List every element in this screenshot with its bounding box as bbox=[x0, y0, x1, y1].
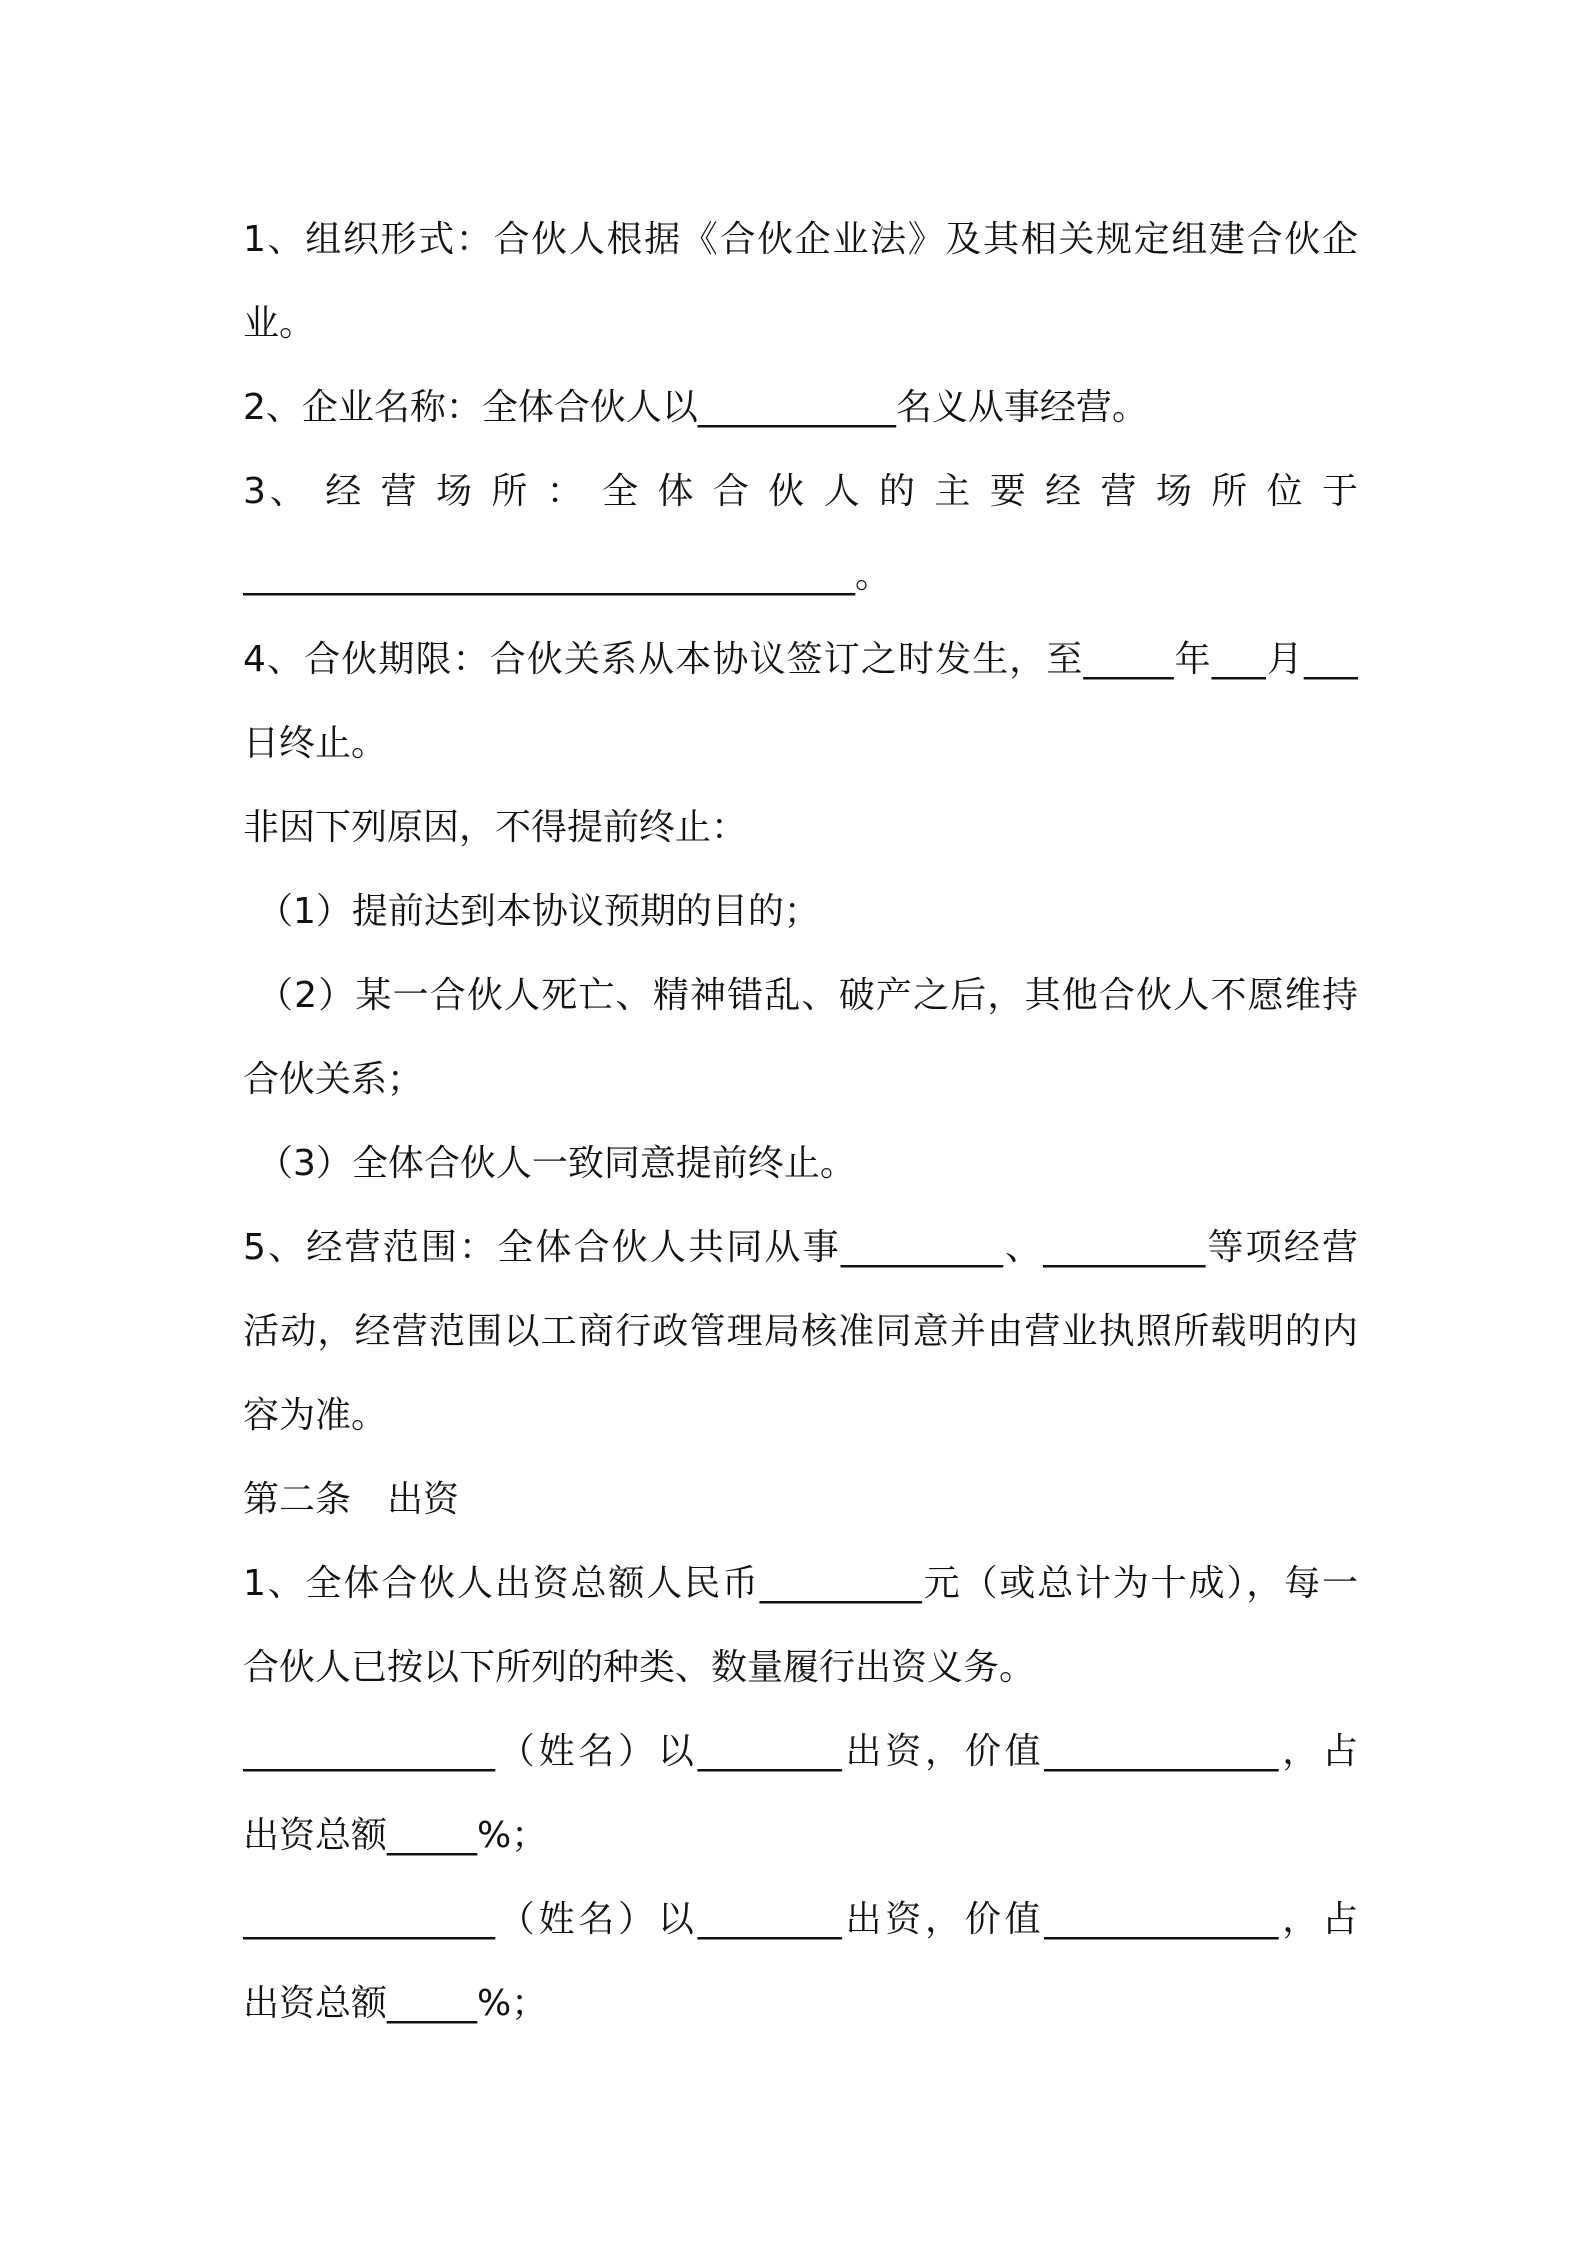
article-2-heading: 第二条 出资 bbox=[243, 1479, 460, 1520]
termination-condition-2-line-2: 合伙关系； bbox=[243, 1059, 424, 1100]
termination-condition-1: （1）提前达到本协议预期的目的； bbox=[257, 891, 820, 932]
capital-clause-1-line-2: 合伙人已按以下所列的种类、数量履行出资义务。 bbox=[243, 1647, 1036, 1688]
clause-3-business-premises-line-1: 3、 经 营 场 所 ： 全 体 合 伙 人 的 主 要 经 营 场 所 位 于 bbox=[243, 471, 1358, 512]
clause-1-organization-form-line-2: 业。 bbox=[243, 303, 316, 344]
partner-contribution-1-line-1: ______________（姓名）以________出资，价值_____________，占 bbox=[243, 1731, 1358, 1772]
clause-1-organization-form-line-1: 1、组织形式：合伙人根据《合伙企业法》及其相关规定组建合伙企 bbox=[243, 219, 1358, 260]
termination-condition-2-line-1: （2）某一合伙人死亡、精神错乱、破产之后，其他合伙人不愿维持 bbox=[257, 975, 1358, 1016]
clause-4-partnership-term-line-1: 4、合伙期限：合伙关系从本协议签订之时发生，至_____年___月___ bbox=[243, 639, 1358, 680]
clause-2-enterprise-name: 2、企业名称：全体合伙人以___________名义从事经营。 bbox=[243, 387, 1148, 428]
partner-contribution-2-line-1: ______________（姓名）以________出资，价值_____________，占 bbox=[243, 1899, 1358, 1940]
clause-3-business-premises-line-2: __________________________________。 bbox=[243, 555, 891, 596]
termination-conditions-intro: 非因下列原因，不得提前终止： bbox=[243, 807, 748, 848]
partner-contribution-2-line-2: 出资总额_____%； bbox=[243, 1983, 548, 2024]
clause-5-business-scope-line-2: 活动，经营范围以工商行政管理局核准同意并由营业执照所载明的内 bbox=[243, 1311, 1358, 1352]
clause-5-business-scope-line-1: 5、经营范围：全体合伙人共同从事_________、_________等项经营 bbox=[243, 1227, 1358, 1268]
partner-contribution-1-line-2: 出资总额_____%； bbox=[243, 1815, 548, 1856]
termination-condition-3: （3）全体合伙人一致同意提前终止。 bbox=[257, 1143, 856, 1184]
document-body bbox=[243, 198, 1358, 2046]
capital-clause-1-line-1: 1、全体合伙人出资总额人民币_________元（或总计为十成），每一 bbox=[243, 1563, 1358, 1604]
clause-4-partnership-term-line-2: 日终止。 bbox=[243, 723, 388, 764]
clause-5-business-scope-line-3: 容为准。 bbox=[243, 1395, 388, 1436]
